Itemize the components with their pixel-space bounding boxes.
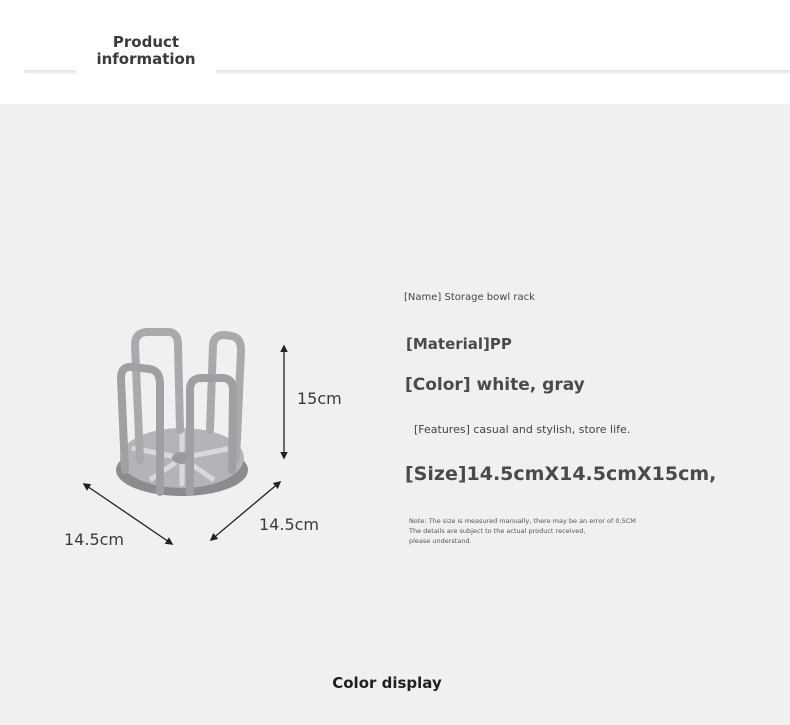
size-note-line: please understand. — [409, 537, 472, 545]
width-left-label: 14.5cm — [64, 530, 125, 549]
size-note — [409, 516, 669, 546]
width-right-label: 14.5cm — [259, 515, 320, 534]
spec-name: [Name] Storage bowl rack — [404, 292, 535, 303]
spec-size: [Size]14.5cmX14.5cmX15cm, — [405, 463, 717, 485]
page-title: Product information — [76, 32, 216, 78]
size-note-line: The details are subject to the actual product received, — [409, 527, 586, 535]
spec-color: [Color] white, gray — [405, 375, 585, 395]
spec-material: [Material]PP — [406, 335, 512, 353]
color-display-heading: Color display — [332, 674, 442, 692]
spec-features: [Features] casual and stylish, store life. — [414, 423, 631, 436]
size-note-line: Note: The size is measured manually, there may be an error of 0.5CM — [409, 517, 636, 525]
height-label: 15cm — [297, 389, 342, 408]
